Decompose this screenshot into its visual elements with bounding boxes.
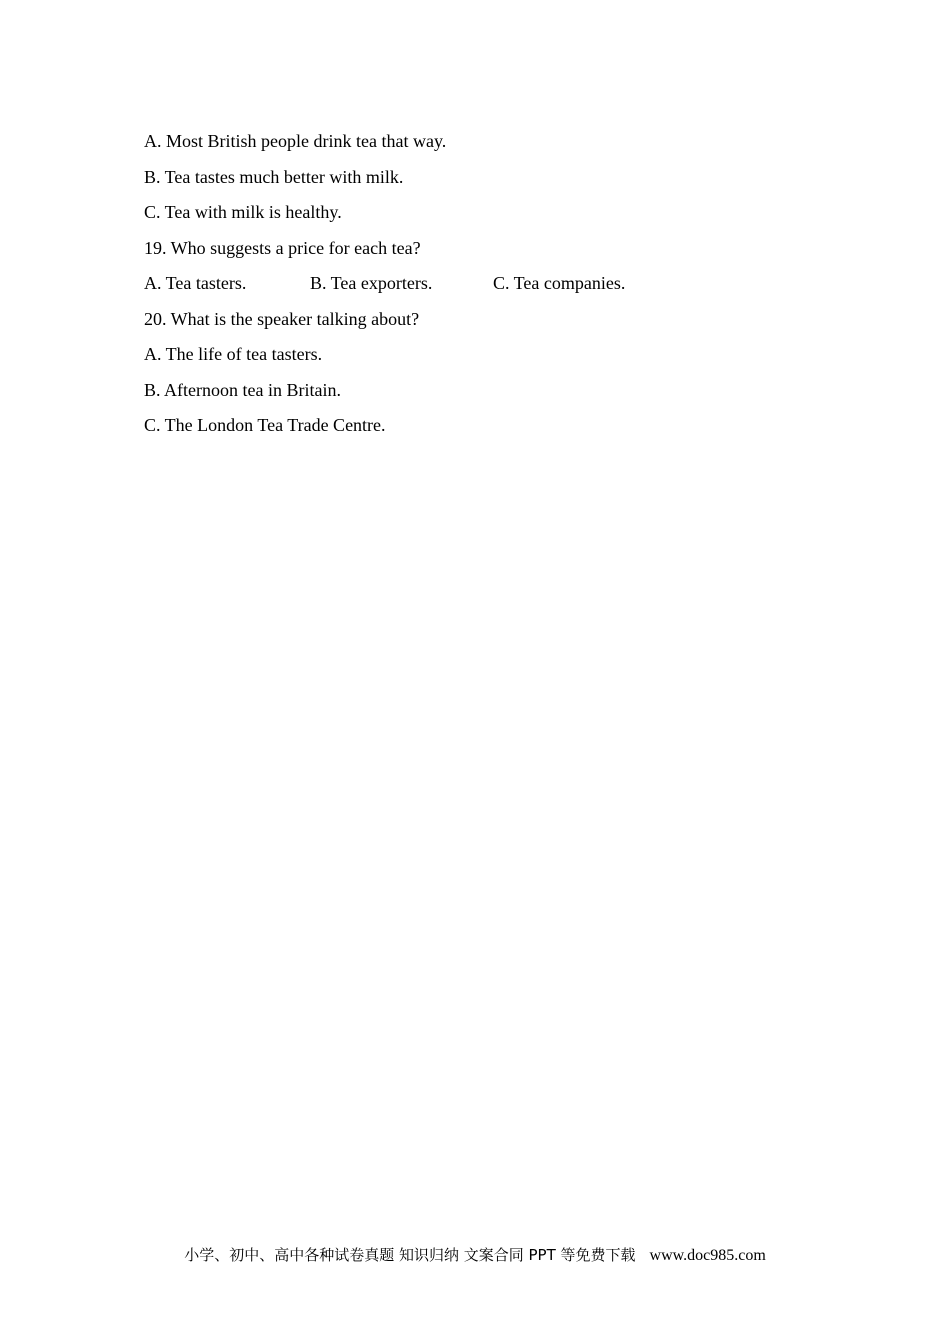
option-19-b: B. Tea exporters.	[310, 273, 433, 293]
option-20-c: C. The London Tea Trade Centre.	[144, 415, 386, 435]
option-18-b: B. Tea tastes much better with milk.	[144, 166, 404, 187]
option-19-a: A. Tea tasters.	[144, 273, 247, 293]
question-19: 19. Who suggests a price for each tea?	[144, 237, 421, 258]
option-20-a: A. The life of tea tasters.	[144, 344, 323, 364]
question-20: 20. What is the speaker talking about?	[144, 308, 420, 329]
question-19-options	[144, 266, 844, 302]
footer-url[interactable]: www.doc985.com	[649, 1247, 766, 1264]
option-18-c: C. Tea with milk is healthy.	[144, 202, 342, 222]
option-20-b: B. Afternoon tea in Britain.	[144, 379, 341, 400]
document-body	[144, 124, 844, 444]
footer-text: 小学、初中、高中各种试卷真题 知识归纳 文案合同 PPT 等免费下载	[184, 1246, 636, 1264]
option-18-a: A. Most British people drink tea that way.	[144, 131, 447, 151]
page-footer	[0, 1244, 950, 1265]
option-19-c: C. Tea companies.	[493, 273, 626, 293]
